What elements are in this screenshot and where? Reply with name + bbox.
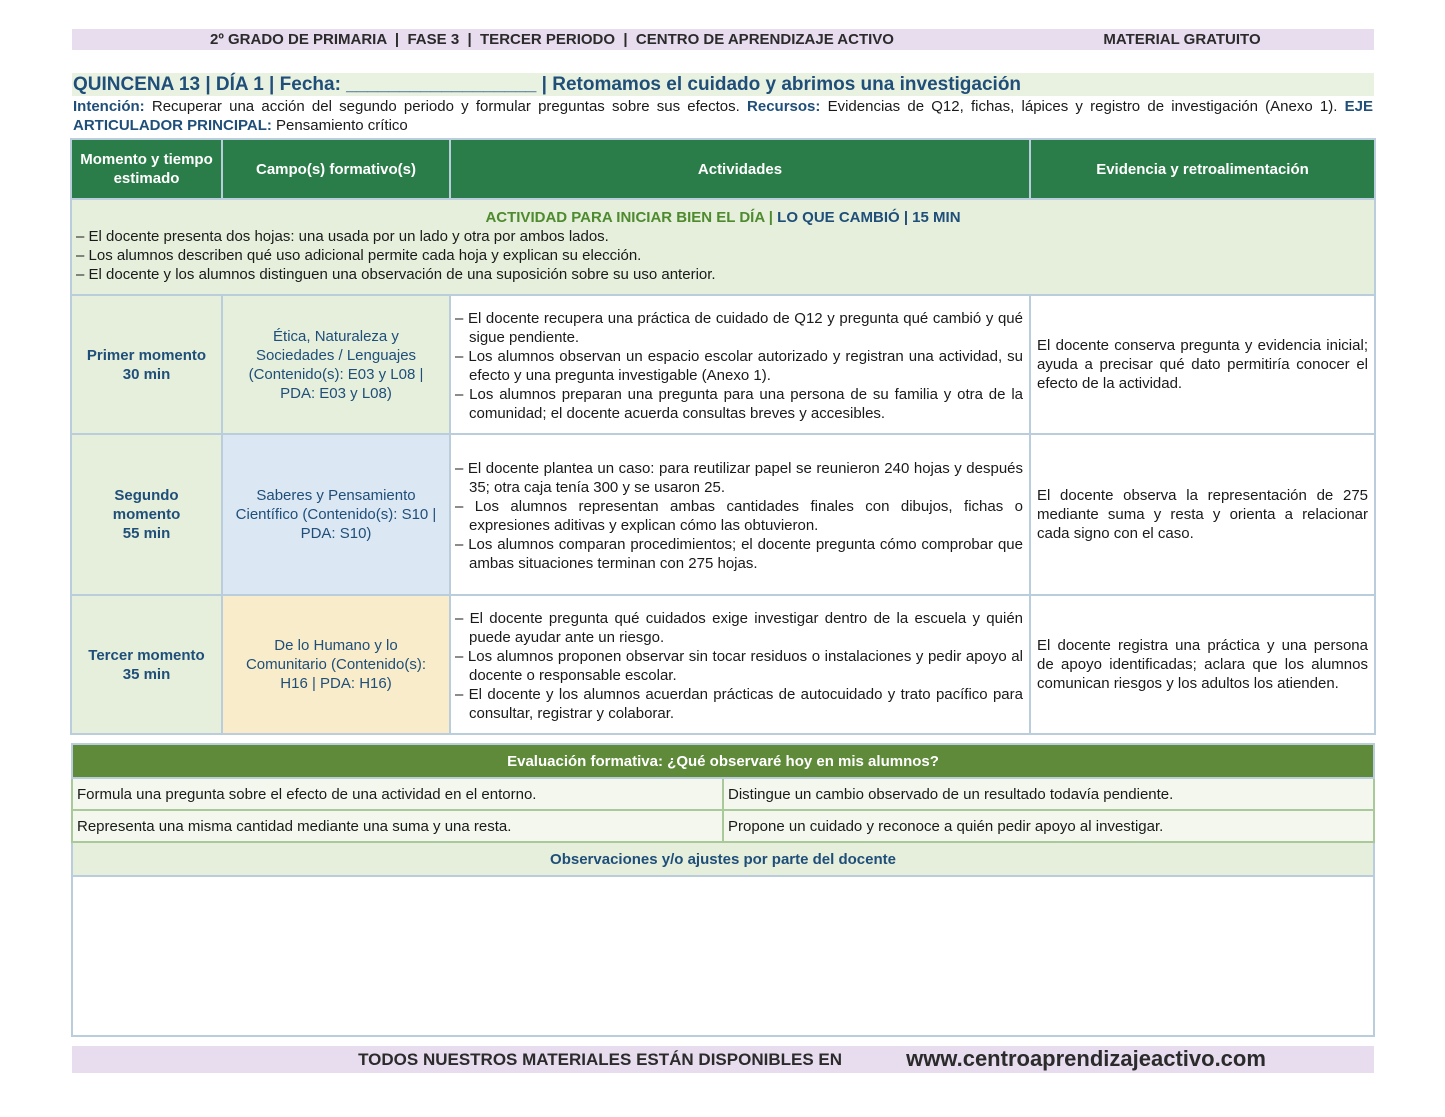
day-start-cell <box>71 199 1375 295</box>
moment-row-1 <box>71 295 1375 434</box>
intent-paragraph <box>73 97 1373 135</box>
moment-time: 55 min <box>122 525 171 542</box>
activity-item: – Los alumnos observan un espacio escolar autorizado y registran una actividad, su efecto y una pregunta investigable (Anexo 1). <box>455 347 1023 384</box>
axis-text: Pensamiento crítico <box>271 117 408 134</box>
moment-cell <box>71 295 222 434</box>
day-start-title-b: LO QUE CAMBIÓ | 15 MIN <box>777 209 961 226</box>
day-start-row <box>71 199 1375 295</box>
intent-text: Recuperar una acción del segundo periodo y formular preguntas sobre sus efectos. <box>144 98 748 115</box>
day-start-title <box>76 208 1370 227</box>
day-start-item: – Los alumnos describen qué uso adicional permite cada hoja y explican su elección. <box>76 247 642 264</box>
free-material-label: MATERIAL GRATUITO <box>1103 31 1261 48</box>
field-cell: Saberes y Pensamiento Científico (Contenido(s): S10 | PDA: S10) <box>222 434 450 595</box>
evaluation-item: Distingue un cambio observado de un resultado todavía pendiente. <box>723 778 1374 810</box>
evaluation-row <box>72 810 1374 842</box>
header-evidence: Evidencia y retroalimentación <box>1030 139 1375 199</box>
moment-cell <box>71 595 222 734</box>
header-activities: Actividades <box>450 139 1030 199</box>
activity-item: – El docente recupera una práctica de cuidado de Q12 y pregunta qué cambió y qué sigue pendiente. <box>455 309 1023 346</box>
field-cell: De lo Humano y lo Comunitario (Contenido(s): H16 | PDA: H16) <box>222 595 450 734</box>
resources-text: Evidencias de Q12, fichas, lápices y registro de investigación (Anexo 1). <box>820 98 1345 115</box>
activities-cell <box>450 434 1030 595</box>
activity-item: – Los alumnos representan ambas cantidades finales con dibujos, fichas o expresiones aditivas y explican cómo las obtuvieron. <box>455 497 1023 534</box>
day-start-item: – El docente y los alumnos distinguen una observación de una suposición sobre su uso anterior. <box>76 266 716 283</box>
grade-phase-label: 2º GRADO DE PRIMARIA | FASE 3 | TERCER PERIODO | CENTRO DE APRENDIZAJE ACTIVO <box>210 31 894 48</box>
day-start-item: – El docente presenta dos hojas: una usada por un lado y otra por ambos lados. <box>76 228 609 245</box>
activities-cell <box>450 295 1030 434</box>
intent-label: Intención: <box>73 98 145 115</box>
moment-row-2 <box>71 434 1375 595</box>
evaluation-row <box>72 778 1374 810</box>
moment-cell <box>71 434 222 595</box>
header-moment: Momento y tiempo estimado <box>71 139 222 199</box>
observations-area[interactable] <box>72 876 1374 1036</box>
activity-item: – Los alumnos comparan procedimientos; el docente pregunta cómo comprobar que ambas situaciones terminan con 275 hojas. <box>455 535 1023 572</box>
activity-item: – El docente y los alumnos acuerdan prácticas de autocuidado y trato pacífico para consultar, registrar y colaborar. <box>455 685 1023 722</box>
page-title: QUINCENA 13 | DÍA 1 | Fecha: __________________ | Retomamos el cuidado y abrimos una investigación <box>73 74 1022 95</box>
header-field: Campo(s) formativo(s) <box>222 139 450 199</box>
top-banner <box>72 29 1374 50</box>
moment-time: 35 min <box>122 665 171 683</box>
activity-item: – El docente pregunta qué cuidados exige investigar dentro de la escuela y quién puede ayudar ante un riesgo. <box>455 609 1023 646</box>
resources-label: Recursos: <box>747 98 821 115</box>
evidence-cell: El docente observa la representación de 275 mediante suma y resta y orienta a relacionar cada signo con el caso. <box>1030 434 1375 595</box>
evaluation-item: Formula una pregunta sobre el efecto de una actividad en el entorno. <box>72 778 723 810</box>
moment-name: Tercer momento <box>88 646 205 664</box>
moment-time: 30 min <box>122 365 171 383</box>
bottom-banner <box>72 1046 1374 1073</box>
field-cell: Ética, Naturaleza y Sociedades / Lenguajes (Contenido(s): E03 y L08 | PDA: E03 y L08) <box>222 295 450 434</box>
footer-url-link[interactable]: www.centroaprendizajeactivo.com <box>906 1046 1266 1071</box>
evaluation-title: Evaluación formativa: ¿Qué observaré hoy en mis alumnos? <box>72 744 1374 778</box>
title-bar <box>72 73 1374 96</box>
activity-item: – Los alumnos proponen observar sin tocar residuos o instalaciones y pedir apoyo al docente o responsable escolar. <box>455 647 1023 684</box>
moment-row-3 <box>71 595 1375 734</box>
observations-title: Observaciones y/o ajustes por parte del docente <box>72 842 1374 876</box>
evidence-cell: El docente registra una práctica y una persona de apoyo identificadas; aclara que los alumnos comunican riesgos y los adultos los atienden. <box>1030 595 1375 734</box>
axis-label: EJE ARTICULADOR PRINCIPAL: <box>73 98 1373 134</box>
activities-cell <box>450 595 1030 734</box>
evaluation-table <box>71 743 1375 1037</box>
day-start-title-a: ACTIVIDAD PARA INICIAR BIEN EL DÍA | <box>485 209 778 226</box>
evidence-cell: El docente conserva pregunta y evidencia inicial; ayuda a precisar qué dato permitiría conocer el efecto de la actividad. <box>1030 295 1375 434</box>
footer-text: TODOS NUESTROS MATERIALES ESTÁN DISPONIBLES EN <box>358 1050 842 1069</box>
plan-table <box>70 138 1376 735</box>
evaluation-item: Propone un cuidado y reconoce a quién pedir apoyo al investigar. <box>723 810 1374 842</box>
evaluation-item: Representa una misma cantidad mediante una suma y una resta. <box>72 810 723 842</box>
activity-item: – Los alumnos preparan una pregunta para una persona de su familia y otra de la comunidad; el docente acuerda consultas breves y accesibles. <box>455 385 1023 422</box>
activity-item: – El docente plantea un caso: para reutilizar papel se reunieron 240 hojas y después 35; otra caja tenía 300 y se usaron 25. <box>455 459 1023 496</box>
moment-name: Segundo momento <box>112 487 181 523</box>
plan-header-row <box>71 139 1375 199</box>
moment-name: Primer momento <box>86 346 207 364</box>
